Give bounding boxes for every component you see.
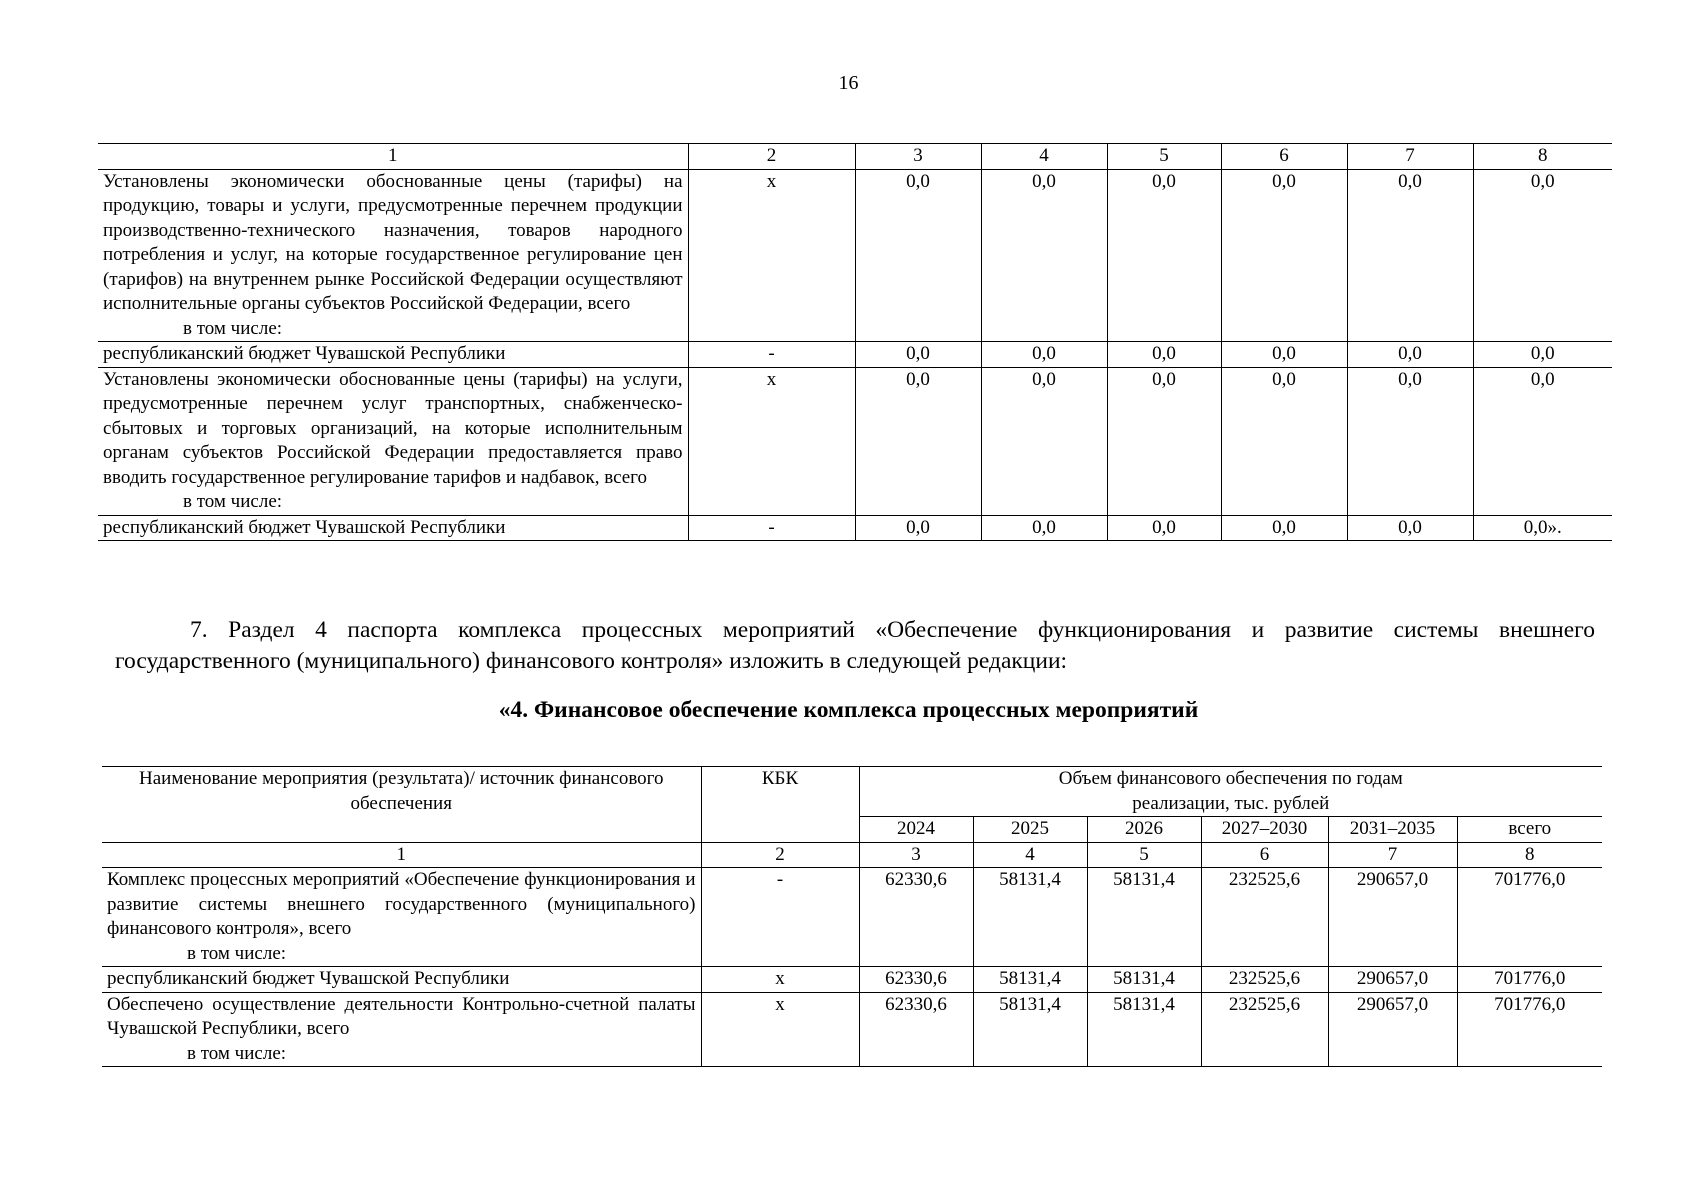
column-number: 4 xyxy=(981,144,1107,170)
column-number-row xyxy=(102,842,1602,868)
year-header: 2027–2030 xyxy=(1201,817,1328,843)
column-number: 6 xyxy=(1201,842,1328,868)
value-cell: 0,0 xyxy=(1221,515,1347,541)
value-cell: 0,0». xyxy=(1473,515,1612,541)
row-name-cell xyxy=(102,992,701,1067)
value-cell: 0,0 xyxy=(1347,342,1473,368)
value-cell: 232525,6 xyxy=(1201,992,1328,1067)
row-name: Установлены экономически обоснованные цены (тарифы) на продукцию, товары и услуги, предусмотренные перечнем продукции производственно-технического назначения, товаров народного потребления и услуг, на которые государственное регулирование цен (тарифов) на внутреннем рынке Российской Федерации осуществляют исполнительные органы субъектов Российской Федерации, всего xyxy=(103,170,683,314)
row-subtitle: в том числе: xyxy=(183,491,283,512)
column-number: 7 xyxy=(1347,144,1473,170)
row-name: республиканский бюджет Чувашской Республики xyxy=(98,515,688,541)
section-title: «4. Финансовое обеспечение комплекса процессных мероприятий xyxy=(498,697,1199,723)
value-cell: 0,0 xyxy=(981,169,1107,342)
value-cell: 290657,0 xyxy=(1328,868,1457,967)
value-cell: 0,0 xyxy=(1473,342,1612,368)
value-cell: 0,0 xyxy=(981,367,1107,515)
column-number: 5 xyxy=(1087,842,1201,868)
column-number: 8 xyxy=(1457,842,1602,868)
row-name: республиканский бюджет Чувашской Республики xyxy=(98,342,688,368)
column-number: 8 xyxy=(1473,144,1612,170)
value-cell: 62330,6 xyxy=(859,992,973,1067)
value-cell: 0,0 xyxy=(1347,367,1473,515)
row-name: Комплекс процессных мероприятий «Обеспечение функционирования и развитие системы внешнего государственного (муниципального) финансового контроля», всего xyxy=(107,869,696,939)
column-number: 4 xyxy=(973,842,1087,868)
column-number: 1 xyxy=(98,144,688,170)
column-number-row xyxy=(98,144,1612,170)
value-cell: 58131,4 xyxy=(1087,868,1201,967)
funding-table-continued xyxy=(98,143,1612,541)
table-header-row xyxy=(102,767,1602,817)
value-cell: 58131,4 xyxy=(1087,992,1201,1067)
column-number: 7 xyxy=(1328,842,1457,868)
value-cell: 0,0 xyxy=(1347,515,1473,541)
column-number: 2 xyxy=(688,144,855,170)
value-cell: 62330,6 xyxy=(859,967,973,993)
year-header: 2024 xyxy=(859,817,973,843)
row-name-cell xyxy=(102,868,701,967)
page-number: 16 xyxy=(838,72,859,94)
year-header: 2026 xyxy=(1087,817,1201,843)
row-name: Установлены экономически обоснованные цены (тарифы) на услуги, предусмотренные перечнем услуг транспортных, снабженческо-сбытовых и торговых организаций, на которые исполнительным органам субъектов Российской Федерации предоставляется право вводить государственное регулирование тарифов и надбавок, всего xyxy=(103,368,683,488)
row-subtitle: в том числе: xyxy=(187,1042,287,1064)
table-row xyxy=(98,515,1612,541)
value-cell: 58131,4 xyxy=(1087,967,1201,993)
kbk-cell: x xyxy=(688,367,855,515)
column-number: 5 xyxy=(1107,144,1221,170)
column-number: 3 xyxy=(855,144,981,170)
table-row xyxy=(98,169,1612,342)
value-cell: 0,0 xyxy=(1221,342,1347,368)
column-number: 3 xyxy=(859,842,973,868)
value-cell: 0,0 xyxy=(1473,169,1612,342)
row-name-cell xyxy=(98,169,688,342)
year-header: 2025 xyxy=(973,817,1087,843)
amendment-paragraph: 7. Раздел 4 паспорта комплекса процессных мероприятий «Обеспечение функционирования и развитие системы внешнего государственного (муниципального) финансового контроля» изложить в следующей редакции: xyxy=(115,617,1595,674)
value-cell: 232525,6 xyxy=(1201,967,1328,993)
table-row xyxy=(98,367,1612,515)
column-number: 6 xyxy=(1221,144,1347,170)
header-kbk: КБК xyxy=(701,767,859,843)
value-cell: 0,0 xyxy=(1221,169,1347,342)
header-volume: Объем финансового обеспечения по годам реализации, тыс. рублей xyxy=(859,767,1602,817)
row-name: Обеспечено осуществление деятельности Контрольно-счетной палаты Чувашской Республики, всего xyxy=(107,993,696,1039)
kbk-cell: - xyxy=(688,342,855,368)
value-cell: 0,0 xyxy=(1107,515,1221,541)
value-cell: 232525,6 xyxy=(1201,868,1328,967)
value-cell: 0,0 xyxy=(1107,342,1221,368)
value-cell: 0,0 xyxy=(1473,367,1612,515)
value-cell: 0,0 xyxy=(1347,169,1473,342)
value-cell: 0,0 xyxy=(981,515,1107,541)
value-cell: 0,0 xyxy=(1107,367,1221,515)
header-name: Наименование мероприятия (результата)/ источник финансового обеспечения xyxy=(102,767,701,843)
row-subtitle: в том числе: xyxy=(183,317,283,339)
value-cell: 0,0 xyxy=(855,515,981,541)
table-row xyxy=(102,992,1602,1067)
kbk-cell: x xyxy=(688,169,855,342)
value-cell: 701776,0 xyxy=(1457,868,1602,967)
value-cell: 701776,0 xyxy=(1457,967,1602,993)
value-cell: 62330,6 xyxy=(859,868,973,967)
row-name-cell xyxy=(98,367,688,515)
row-name: республиканский бюджет Чувашской Республики xyxy=(102,967,701,993)
table-row xyxy=(102,868,1602,967)
value-cell: 58131,4 xyxy=(973,967,1087,993)
row-subtitle: в том числе: xyxy=(187,942,287,964)
value-cell: 701776,0 xyxy=(1457,992,1602,1067)
table-row xyxy=(102,967,1602,993)
kbk-cell: x xyxy=(701,967,859,993)
value-cell: 0,0 xyxy=(855,169,981,342)
value-cell: 0,0 xyxy=(1221,367,1347,515)
financial-support-table xyxy=(102,766,1602,1067)
value-cell: 58131,4 xyxy=(973,868,1087,967)
value-cell: 0,0 xyxy=(1107,169,1221,342)
year-header: всего xyxy=(1457,817,1602,843)
kbk-cell: x xyxy=(701,992,859,1067)
kbk-cell: - xyxy=(688,515,855,541)
value-cell: 58131,4 xyxy=(973,992,1087,1067)
table-row xyxy=(98,342,1612,368)
column-number: 1 xyxy=(102,842,701,868)
kbk-cell: - xyxy=(701,868,859,967)
value-cell: 290657,0 xyxy=(1328,992,1457,1067)
column-number: 2 xyxy=(701,842,859,868)
value-cell: 0,0 xyxy=(855,367,981,515)
value-cell: 0,0 xyxy=(981,342,1107,368)
value-cell: 290657,0 xyxy=(1328,967,1457,993)
year-header: 2031–2035 xyxy=(1328,817,1457,843)
value-cell: 0,0 xyxy=(855,342,981,368)
